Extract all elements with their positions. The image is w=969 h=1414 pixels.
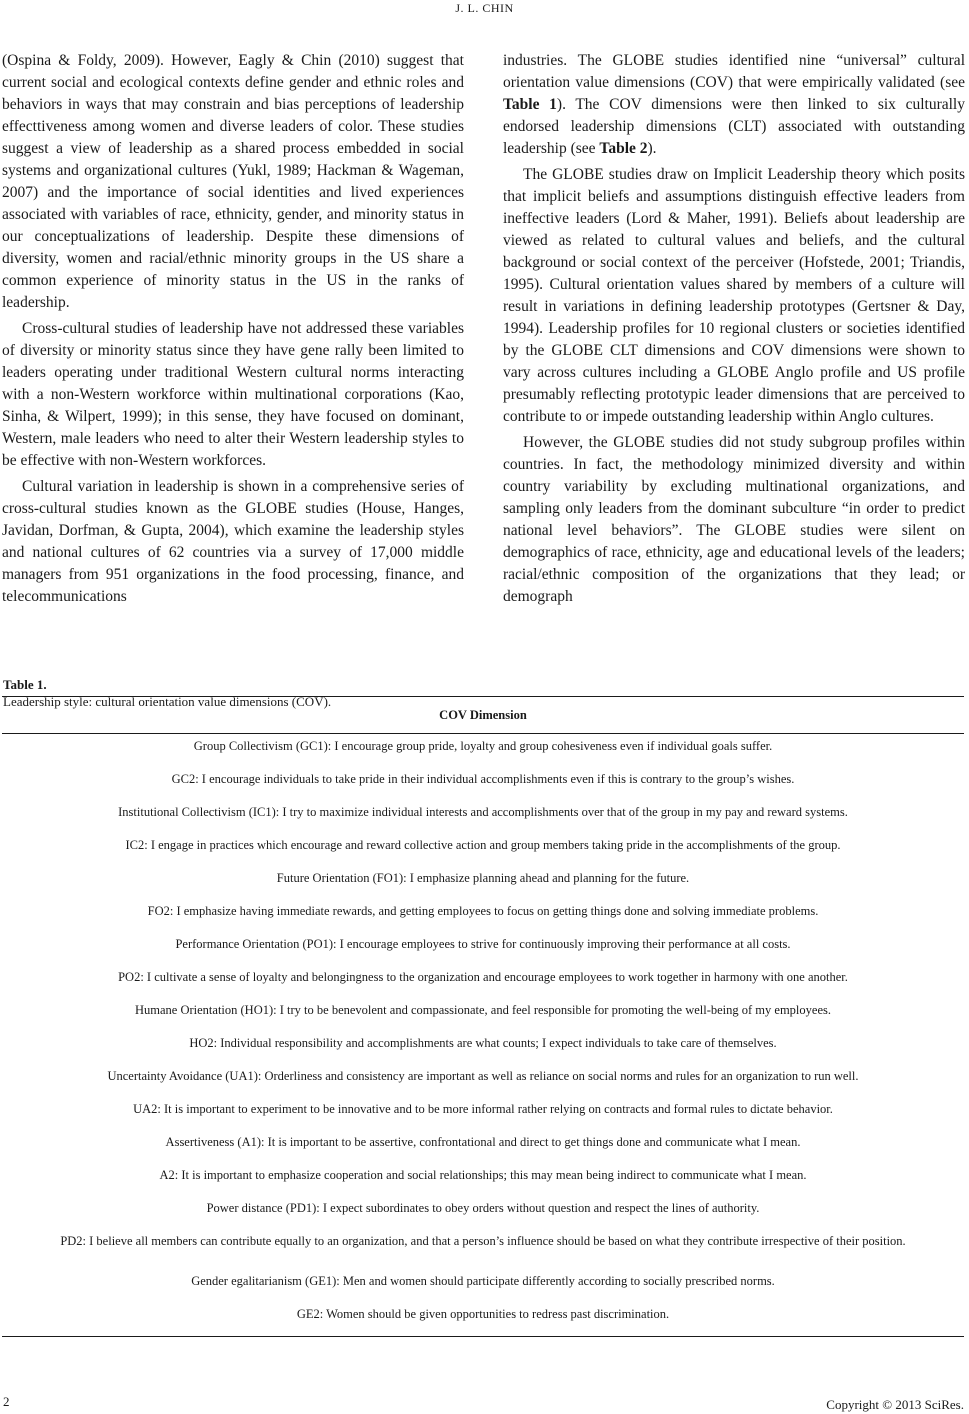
table-row: Uncertainty Avoidance (UA1): Orderliness and consistency are important as well as reliance on social norms and rules for an organization to run well.	[107, 1069, 859, 1083]
table-label: Table 1.	[3, 677, 47, 692]
cov-table	[2, 696, 964, 1337]
table-row: Future Orientation (FO1): I emphasize planning ahead and planning for the future.	[276, 871, 690, 885]
table-reference: Table 2	[599, 140, 648, 157]
body-paragraph	[503, 50, 965, 160]
running-head: J. L. CHIN	[455, 1, 514, 15]
table-row: A2: It is important to emphasize cooperation and social relationships; this may mean being indirect to communicate what I mean.	[159, 1168, 807, 1182]
table-reference: Table 1	[503, 96, 557, 113]
table-row: IC2: I engage in practices which encourage and reward collective action and group members taking pride in the accomplishments of the group.	[125, 838, 841, 852]
body-paragraph: (Ospina & Foldy, 2009). However, Eagly & Chin (2010) suggest that current social and ecological contexts define gender and ethnic roles and behaviors in ways that may constrain and bias perceptions of leadership effecttiveness among women and diverse leaders of color. These studies suggest a view of leadership as a shared process embedded in social systems and organizational cultures (Yukl, 1989; Hackman & Wageman, 2007) and the importance of social identities and lived experiences associated with variables of race, ethnicity, gender, and minority status in our conceptualizations of leadership. Despite these dimensions of diversity, women and racial/ethnic minority groups in the US share a common experience of minority status in the US in the ranks of leadership.	[2, 52, 464, 311]
table-caption-text: Leadership style: cultural orientation value dimensions (COV).	[3, 694, 332, 709]
left-column	[2, 50, 464, 608]
body-paragraph: However, the GLOBE studies did not study subgroup profiles within countries. In fact, the methodology minimized diversity and within country variability by excluding multinational organizations, and sampling only leaders from the dominant subculture “in order to predict national level behaviors”. The GLOBE studies were silent on demographics of race, ethnicity, age and educational levels of the leaders; racial/ethnic composition of the organizations that they lead; or demograph	[503, 434, 965, 605]
table-row: Humane Orientation (HO1): I try to be benevolent and compassionate, and feel responsible for promoting the well-being of my employees.	[135, 1003, 831, 1017]
table-row: GC2: I encourage individuals to take pride in their individual accomplishments even if this is contrary to the group’s wishes.	[171, 772, 795, 786]
body-paragraph: Cultural variation in leadership is shown in a comprehensive series of cross-cultural studies known as the GLOBE studies (House, Hanges, Javidan, Dorfman, & Gupta, 2004), which examine the leadership styles and national cultures of 62 countries via a survey of 17,000 middle managers from 951 organizations in the food processing, finance, and telecommunications	[2, 478, 464, 605]
table-header: COV Dimension	[439, 708, 527, 722]
table-row: Performance Orientation (PO1): I encourage employees to strive for continuously improving their performance at all costs.	[175, 937, 791, 951]
table-body	[2, 734, 964, 1336]
table-row: FO2: I emphasize having immediate rewards, and getting employees to focus on getting things done and solving immediate problems.	[147, 904, 819, 918]
table-row: Group Collectivism (GC1): I encourage group pride, loyalty and group cohesiveness even if individual goals suffer.	[193, 739, 773, 753]
paragraph-text: industries. The GLOBE studies identified nine “universal” cultural orientation value dimensions (COV) that were empirically validated (see	[503, 52, 965, 91]
table-row: UA2: It is important to experiment to be innovative and to be more informal rather relying on contracts and formal rules to dictate behavior.	[133, 1102, 833, 1116]
table-row: Institutional Collectivism (IC1): I try to maximize individual interests and accomplishments over that of the group in my pay and reward systems.	[118, 805, 848, 819]
body-paragraph: Cross-cultural studies of leadership have not addressed these variables of diversity or minority status since they have gene rally been limited to leaders operating under traditional Western cultural norms interacting with a non-Western workforce within multinational corporations (Kao, Sinha, & Wilpert, 1999); in this sense, they have focused on dominant, Western, male leaders who need to alter their Western leadership styles to be effective with non-Western workforces.	[2, 320, 464, 469]
table-row: PD2: I believe all members can contribute equally to an organization, and that a person’s influence should be based on what they contribute irrespective of their position.	[60, 1234, 906, 1248]
right-column	[503, 50, 965, 608]
table-row: GE2: Women should be given opportunities to redress past discrimination.	[296, 1307, 670, 1321]
table-bottom-rule	[2, 1336, 964, 1337]
table-row: PO2: I cultivate a sense of loyalty and belongingness to the organization and encourage employees to work together in harmony with one another.	[118, 970, 848, 984]
table-row: Gender egalitarianism (GE1): Men and women should participate differently according to socially prescribed norms.	[191, 1274, 775, 1288]
copyright-notice: Copyright © 2013 SciRes.	[826, 1397, 964, 1412]
body-paragraph: The GLOBE studies draw on Implicit Leadership theory which posits that implicit beliefs and assumptions distinguish effective leaders from ineffective leaders (Lord & Maher, 1991). Beliefs about leadership are viewed as related to cultural values and beliefs, and the cultural background or social context of the perceiver (Hofstede, 2001; Triandis, 1995). Cultural orientation values shared by members of a culture will result in variations in defining leadership prototypes (Gertsner & Day, 1994). Leadership profiles for 10 regional clusters or societies identified by the GLOBE CLT dimensions and COV dimensions were shown to vary across cultures including a GLOBE Anglo profile and US profile presumably reflecting prototypic leader dimensions that are perceived to contribute to or impede outstanding leadership within Anglo cultures.	[503, 166, 965, 425]
paragraph-text: ). The COV dimensions were then linked to six culturally endorsed leadership dimensions (CLT) associated with outstanding leadership (see	[503, 96, 965, 157]
table-row: Assertiveness (A1): It is important to be assertive, confrontational and direct to get things done and communicate what I mean.	[165, 1135, 801, 1149]
table-row: Power distance (PD1): I expect subordinates to obey orders without question and respect the lines of authority.	[206, 1201, 760, 1215]
table-row: HO2: Individual responsibility and accomplishments are what counts; I expect individuals to take care of themselves.	[189, 1036, 777, 1050]
page-number: 2	[3, 1394, 10, 1409]
paragraph-text: ).	[647, 140, 657, 157]
